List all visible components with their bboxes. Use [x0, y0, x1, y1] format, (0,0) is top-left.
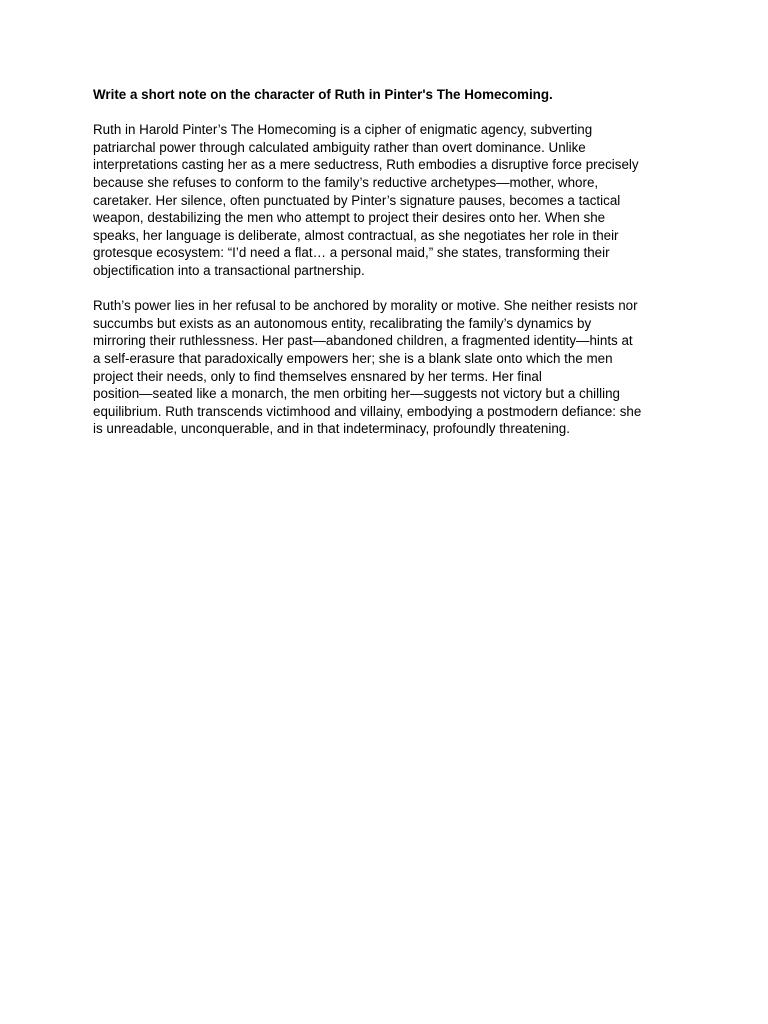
text-line: position—seated like a monarch, the men orbiting her—suggests not victory but a chilling [93, 386, 620, 402]
text-line: speaks, her language is deliberate, almost contractual, as she negotiates her role in their [93, 227, 619, 243]
text-line: objectification into a transactional partnership. [93, 262, 365, 278]
text-line: patriarchal power through calculated ambiguity rather than overt dominance. Unlike [93, 139, 586, 155]
text-line: because she refuses to conform to the family’s reductive archetypes—mother, whore, [93, 174, 599, 190]
text-line: mirroring their ruthlessness. Her past—abandoned children, a fragmented identity—hints at [93, 333, 633, 349]
text-line: Ruth in Harold Pinter’s The Homecoming is a cipher of enigmatic agency, subverting [93, 122, 593, 138]
text-line: weapon, destabilizing the men who attempt to project their desires onto her. When she [93, 210, 606, 226]
text-line: caretaker. Her silence, often punctuated by Pinter’s signature pauses, becomes a tactical [93, 192, 621, 208]
question-heading: Write a short note on the character of Ruth in Pinter's The Homecoming. [93, 87, 553, 102]
text-line: is unreadable, unconquerable, and in that indeterminacy, profoundly threatening. [93, 421, 570, 437]
document-page [93, 86, 677, 455]
text-line: Ruth’s power lies in her refusal to be anchored by morality or motive. She neither resists nor [93, 298, 638, 314]
text-line: interpretations casting her as a mere seductress, Ruth embodies a disruptive force precisely [93, 157, 639, 173]
paragraph-1 [93, 121, 677, 279]
text-line: grotesque ecosystem: “I’d need a flat… a personal maid,” she states, transforming their [93, 245, 610, 261]
text-line: a self-erasure that paradoxically empowers her; she is a blank slate onto which the men [93, 350, 613, 366]
text-line: project their needs, only to find themselves ensnared by her terms. Her final [93, 368, 542, 384]
text-line: equilibrium. Ruth transcends victimhood and villainy, embodying a postmodern defiance: she [93, 403, 642, 419]
paragraph-2 [93, 297, 677, 438]
text-line: succumbs but exists as an autonomous entity, recalibrating the family’s dynamics by [93, 315, 592, 331]
